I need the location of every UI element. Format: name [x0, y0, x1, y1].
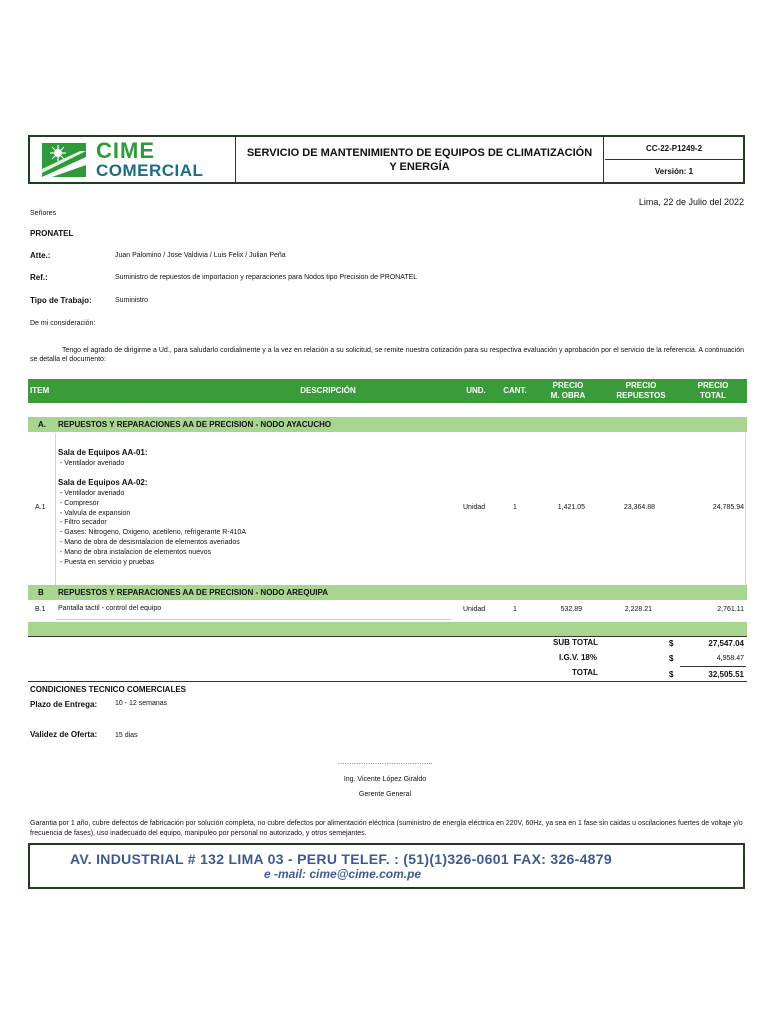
section-b-title: REPUESTOS Y REPARACIONES AA DE PRECISION - NODO AREQUIPA	[58, 588, 328, 597]
document-version: Versión: 1	[654, 166, 694, 176]
atte-value: Juan Palomino / Jose Valdivia / Luis Felix / Julian Peña	[115, 252, 286, 259]
list-item: - Mano de obra instalacion de elementos nuevos	[60, 548, 211, 556]
footer-address: AV. INDUSTRIAL # 132 LIMA 03 - PERU TELEF. : (51)(1)326-0601 FAX: 326-4879	[70, 851, 612, 867]
work-type-value: Suministro	[115, 297, 149, 304]
item-a1-precio-rep: 23,364.88	[623, 504, 655, 511]
total-label: TOTAL	[572, 668, 598, 677]
ref-label: Ref.:	[30, 273, 48, 282]
footer-email: e -mail: cime@cime.com.pe	[264, 867, 422, 881]
signature-line: …………………………………..	[337, 759, 433, 766]
igv-label: I.G.V. 18%	[559, 653, 597, 662]
item-b1-precio-mo: 532.89	[560, 606, 582, 613]
delivery-value: 10 - 12 semanas	[115, 700, 168, 707]
signer-role: Gerente General	[358, 791, 412, 798]
col-header-precio-mo-l1: PRECIO	[552, 381, 584, 390]
item-b1-und: Unidad	[463, 606, 486, 613]
igv-value: 4,958.47	[716, 655, 744, 662]
sala1-line: - Ventilador averiado	[60, 460, 125, 467]
total-currency: $	[669, 670, 674, 679]
item-b1-descripcion: Pantalla tactil - control del equipo	[58, 605, 162, 612]
divider	[56, 619, 451, 620]
col-header-item: ITEM	[30, 386, 50, 395]
col-header-cant: CANT.	[503, 386, 527, 395]
atte-label: Atte.:	[30, 251, 51, 260]
item-b1-cant: 1	[513, 606, 517, 613]
item-a1-und: Unidad	[463, 504, 486, 511]
item-a1-code: A.1	[35, 504, 46, 511]
item-b1-precio-rep: 2,228.21	[624, 606, 652, 613]
sala2-list	[60, 489, 246, 567]
letter-date: Lima, 22 de Julio del 2022	[638, 197, 744, 207]
greeting: De mi consideración:	[30, 320, 96, 327]
col-header-precio-mo-l2: M. OBRA	[550, 391, 586, 400]
logo-text-comercial: COMERCIAL	[96, 161, 204, 180]
section-a-code: A.	[38, 420, 46, 429]
subtotal-value: 27,547.04	[708, 639, 744, 648]
delivery-label: Plazo de Entrega:	[30, 700, 98, 709]
item-a1-cant: 1	[513, 504, 517, 511]
warranty-text: Garantia por 1 año, cubre defectos de fabricación por solución completa, no cubre defectos por alimentación eléctrica (suministro de energía eléctrica en 220V, 60Hz, ya sea en 1 fase sin caidas u oscilaciones fuertes de voltaje y/o frecuencia de fases), uso inadecuado del equipo, manipuleo por personal no autorizado, y otros semejantes.	[30, 820, 743, 837]
list-item: - Mano de obra de desisntalacion de elementos averiados	[60, 538, 240, 546]
document-title: SERVICIO DE MANTENIMIENTO DE EQUIPOS DE CLIMATIZACIÓN Y ENERGÍA	[236, 137, 604, 182]
divider	[28, 681, 747, 682]
sala2-title: Sala de Equipos AA-02:	[58, 478, 148, 487]
validity-value: 15 dias	[115, 732, 138, 739]
divider	[680, 666, 746, 667]
section-a-title: REPUESTOS Y REPARACIONES AA DE PRECISION - NODO AYACUCHO	[58, 420, 332, 429]
list-item: - Gases: Nitrogeno, Oxigeno, acetileno, refrigerante R-410A	[60, 529, 246, 537]
signer-name: Ing. Vicente López Giraldo	[343, 776, 427, 783]
total-value: 32,505.51	[708, 670, 744, 679]
recipient-company: PRONATEL	[30, 229, 74, 238]
col-header-precio-mo	[540, 381, 596, 401]
list-item: - Ventilador averiado	[60, 490, 125, 497]
validity-label: Validez de Oferta:	[30, 730, 98, 739]
table-end-bar	[28, 622, 747, 636]
sala1-title: Sala de Equipos AA-01:	[58, 448, 148, 457]
section-b-code: B	[38, 588, 44, 597]
subtotal-label: SUB TOTAL	[553, 638, 599, 647]
item-a1-precio-total: 24,785.94	[712, 504, 744, 511]
igv-currency: $	[669, 654, 674, 663]
list-item: - Filtro secador	[60, 519, 107, 527]
company-logo	[30, 137, 236, 182]
col-header-descripcion: DESCRIPCIÓN	[300, 386, 356, 395]
list-item: - Puesta en servicio y pruebas	[60, 558, 155, 566]
work-type-label: Tipo de Trabajo:	[30, 296, 92, 305]
divider	[745, 433, 746, 585]
list-item: - Compresor	[60, 499, 99, 507]
divider	[28, 636, 747, 637]
col-header-precio-total-l1: PRECIO	[697, 381, 729, 390]
intro-paragraph: Tengo el agrado de dirigirme a Ud., para saludarlo cordialmente y a la vez en relación a su solicitud, se remite nuestra cotización para su respectiva evaluación y aprobación por el servicio de la referencia. A continuación se detalla el documento:	[30, 347, 744, 363]
col-header-precio-total	[688, 381, 738, 401]
item-a1-precio-mo: 1,421.05	[557, 504, 585, 511]
list-item: - Valvula de expansion	[60, 509, 131, 517]
divider	[55, 433, 56, 585]
subtotal-currency: $	[669, 639, 674, 648]
item-b1-code: B.1	[35, 606, 46, 613]
table-header	[28, 379, 747, 403]
conditions-title: CONDICIONES TECNICO COMERCIALES	[30, 685, 187, 694]
logo-text-cime: CIME	[96, 138, 155, 163]
ref-value: Suministro de repuestos de importacion y reparaciones para Nodos tipo Precision de PRONATEL	[115, 274, 418, 281]
col-header-und: UND.	[466, 386, 486, 395]
section-b-bar	[28, 585, 747, 600]
section-a-bar	[28, 417, 747, 432]
col-header-precio-rep	[606, 381, 676, 401]
document-header	[28, 135, 745, 184]
col-header-precio-rep-l2: REPUESTOS	[616, 391, 666, 400]
col-header-precio-total-l2: TOTAL	[700, 391, 726, 400]
col-header-precio-rep-l1: PRECIO	[625, 381, 657, 390]
footer-contact-box	[28, 843, 745, 889]
logo-mark-icon	[42, 143, 86, 177]
document-code: CC-22-P1249-2	[605, 137, 743, 160]
salutation-senores: Señores	[30, 210, 57, 217]
item-b1-precio-total: 2,761.11	[717, 606, 744, 613]
